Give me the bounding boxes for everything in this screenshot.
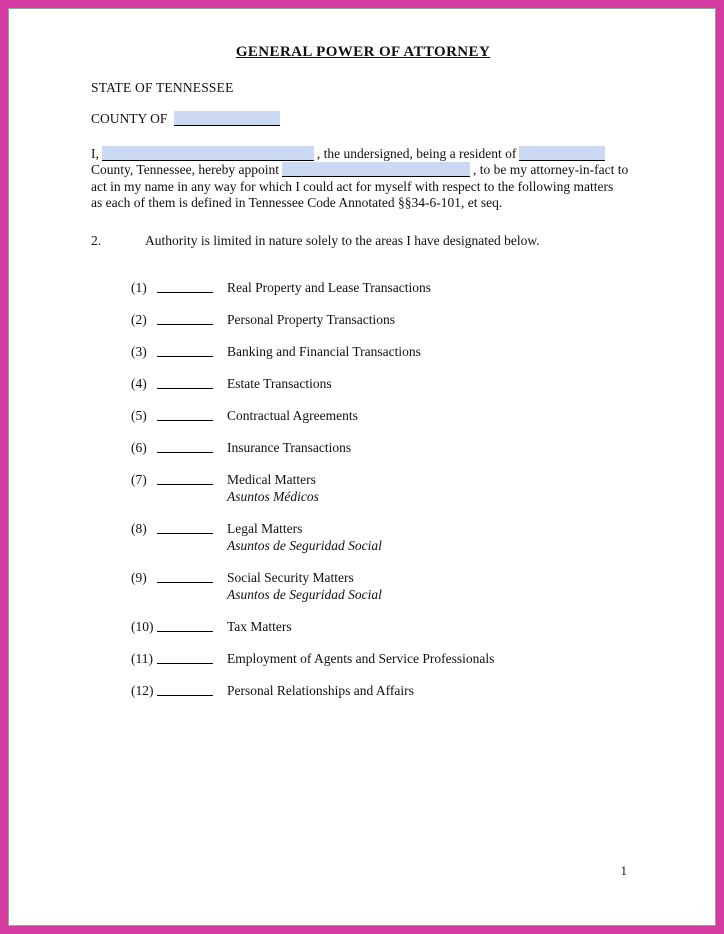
list-item-2	[131, 311, 635, 328]
item-label-wrap	[227, 520, 382, 554]
item-number: (5)	[131, 408, 147, 424]
item-label-wrap	[227, 375, 332, 392]
initial-blank-line	[157, 618, 213, 632]
item-label: Medical Matters	[227, 472, 316, 488]
item-label: Estate Transactions	[227, 376, 332, 392]
county-line	[91, 111, 635, 128]
item-number: (9)	[131, 570, 147, 586]
intro-line2-before: County, Tennessee, hereby appoint	[91, 162, 280, 177]
item-label: Insurance Transactions	[227, 440, 352, 456]
initial-blank-line	[157, 311, 213, 325]
intro-line-2	[91, 162, 635, 179]
list-item-8	[131, 520, 635, 554]
item-number: (2)	[131, 312, 147, 328]
intro-line-3: act in my name in any way for which I could act for myself with respect to the following matters	[91, 178, 614, 194]
list-item-1	[131, 279, 635, 296]
item-label: Personal Relationships and Affairs	[227, 683, 414, 699]
section-2-text: Authority is limited in nature solely to the areas I have designated below.	[145, 232, 540, 248]
initial-blank-line	[157, 471, 213, 485]
item-label-wrap	[227, 311, 395, 328]
intro-paragraph	[91, 146, 635, 212]
item-number: (12)	[131, 683, 154, 699]
intro-line-1	[91, 146, 635, 163]
item-subtitle-spanish: Asuntos de Seguridad Social	[227, 587, 382, 603]
item-number: (11)	[131, 651, 153, 667]
intro-line2-after: , to be my attorney-in-fact to	[473, 162, 629, 177]
state-line: STATE OF TENNESSEE	[91, 79, 234, 95]
section-2	[91, 233, 635, 250]
initial-blank-line	[157, 520, 213, 534]
item-number: (3)	[131, 344, 147, 360]
item-label-wrap	[227, 439, 351, 456]
county-input-field[interactable]	[174, 111, 280, 126]
item-label: Contractual Agreements	[227, 408, 358, 424]
list-item-7	[131, 471, 635, 505]
item-label-wrap	[227, 471, 319, 505]
item-number: (7)	[131, 472, 147, 488]
list-item-6	[131, 439, 635, 456]
list-item-3	[131, 343, 635, 360]
item-label: Real Property and Lease Transactions	[227, 280, 431, 296]
item-label: Legal Matters	[227, 521, 303, 537]
intro-line-4: as each of them is defined in Tennessee Code Annotated §§34-6-101, et seq.	[91, 195, 503, 210]
item-subtitle-spanish: Asuntos de Seguridad Social	[227, 538, 382, 554]
initial-blank-line	[157, 407, 213, 421]
item-subtitle-spanish: Asuntos Médicos	[227, 489, 319, 505]
item-number: (1)	[131, 280, 147, 296]
list-item-12	[131, 682, 635, 699]
document-page	[8, 8, 716, 926]
document-title: GENERAL POWER OF ATTORNEY	[235, 44, 491, 60]
item-label-wrap	[227, 343, 421, 360]
intro-i-label: I,	[91, 145, 99, 161]
item-label: Banking and Financial Transactions	[227, 344, 421, 360]
initial-blank-line	[157, 682, 213, 696]
principal-name-field[interactable]	[102, 146, 314, 161]
item-label-wrap	[227, 279, 431, 296]
item-label-wrap	[227, 618, 292, 635]
list-item-9	[131, 569, 635, 603]
list-item-11	[131, 650, 635, 667]
initial-blank-line	[157, 375, 213, 389]
attorney-in-fact-name-field[interactable]	[282, 162, 470, 177]
initial-blank-line	[157, 439, 213, 453]
item-label-wrap	[227, 682, 414, 699]
list-item-5	[131, 407, 635, 424]
item-label: Employment of Agents and Service Professionals	[227, 651, 495, 667]
item-label: Tax Matters	[227, 619, 292, 635]
list-item-4	[131, 375, 635, 392]
item-label: Personal Property Transactions	[227, 312, 395, 328]
item-label-wrap	[227, 407, 358, 424]
item-number: (10)	[131, 619, 154, 635]
item-number: (8)	[131, 521, 147, 537]
item-number: (4)	[131, 376, 147, 392]
initial-blank-line	[157, 569, 213, 583]
item-label: Social Security Matters	[227, 570, 354, 586]
item-label-wrap	[227, 569, 382, 603]
residence-county-field[interactable]	[519, 146, 605, 161]
page-number: 1	[620, 862, 627, 878]
authority-items-list	[131, 279, 635, 699]
item-number: (6)	[131, 440, 147, 456]
intro-after-principal: , the undersigned, being a resident of	[316, 145, 517, 161]
county-label: COUNTY OF	[91, 110, 168, 126]
item-label-wrap	[227, 650, 494, 667]
list-item-10	[131, 618, 635, 635]
initial-blank-line	[157, 343, 213, 357]
section-2-number: 2.	[91, 232, 102, 248]
initial-blank-line	[157, 279, 213, 293]
initial-blank-line	[157, 650, 213, 664]
